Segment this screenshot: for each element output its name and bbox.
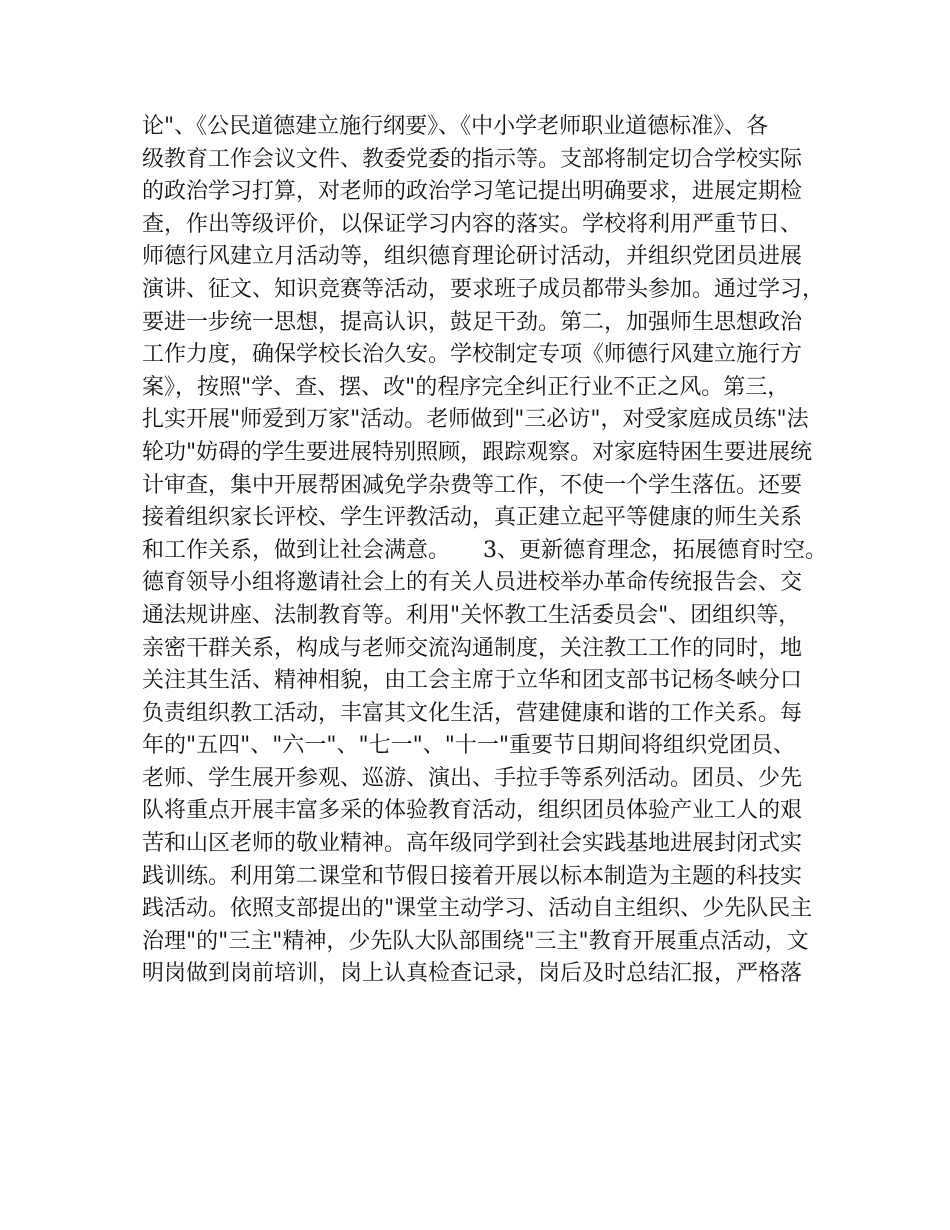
text-line: 苦和山区老师的敬业精神。高年级同学到社会实践基地进展封闭式实 xyxy=(142,831,803,857)
text-line: 老师、学生展开参观、巡游、演出、手拉手等系列活动。团员、少先 xyxy=(142,765,803,791)
text-line: 队将重点开展丰富多采的体验教育活动，组织团员体验产业工人的艰 xyxy=(142,798,803,824)
text-line: 师德行风建立月活动等，组织德育理论研讨活动，并组织党团员进展 xyxy=(142,244,803,270)
text-line: 践训练。利用第二课堂和节假日接着开展以标本制造为主题的科技实 xyxy=(142,863,803,889)
text-line: 德育领导小组将邀请社会上的有关人员进校举办革命传统报告会、交 xyxy=(142,570,803,596)
text-line: 案》，按照"学、查、摆、改"的程序完全纠正行业不正之风。第三， xyxy=(142,374,790,400)
text-line: 轮功"妨碍的学生要进展特别照顾，跟踪观察。对家庭特困生要进展统 xyxy=(142,439,813,465)
text-line: 计审查，集中开展帮困减免学杂费等工作，不使一个学生落伍。还要 xyxy=(142,472,803,498)
text-line: 论"、《公民道德建立施行纲要》、《中小学老师职业道德标准》、各 xyxy=(142,114,769,139)
text-line: 演讲、征文、知识竞赛等活动，要求班子成员都带头参加。通过学习， xyxy=(142,276,825,302)
text-line: 接着组织家长评校、学生评教活动，真正建立起平等健康的师生关系 xyxy=(142,505,803,531)
text-line: 查，作出等级评价，以保证学习内容的落实。学校将利用严重节日、 xyxy=(142,211,803,237)
text-line: 负责组织教工活动，丰富其文化生活，营建健康和谐的工作关系。每 xyxy=(142,700,803,726)
text-line: 关注其生活、精神相貌，由工会主席于立华和团支部书记杨冬峡分口 xyxy=(142,668,803,694)
text-line: 和工作关系，做到让社会满意。 3、更新德育理念，拓展德育时空。 xyxy=(142,537,827,563)
text-line: 明岗做到岗前培训，岗上认真检查记录，岗后及时总结汇报，严格落 xyxy=(142,961,803,987)
text-line: 工作力度，确保学校长治久安。学校制定专项《师德行风建立施行方 xyxy=(142,342,803,368)
text-line: 亲密干群关系，构成与老师交流沟通制度，关注教工工作的同时，地 xyxy=(142,635,803,661)
text-line: 的政治学习打算，对老师的政治学习笔记提出明确要求，进展定期检 xyxy=(142,179,803,205)
text-line: 要进一步统一思想，提高认识，鼓足干劲。第二，加强师生思想政治 xyxy=(142,309,803,335)
text-line: 年的"五四"、"六一"、"七一"、"十一"重要节日期间将组织党团员、 xyxy=(142,733,795,759)
text-line: 践活动。依照支部提出的"课堂主动学习、活动自主组织、少先队民主 xyxy=(142,896,813,922)
text-line: 扎实开展"师爱到万家"活动。老师做到"三必访"，对受家庭成员练"法 xyxy=(142,407,809,433)
text-line: 治理"的"三主"精神，少先队大队部围绕"三主"教育开展重点活动，文 xyxy=(142,928,809,954)
body-text xyxy=(142,111,832,991)
text-line: 级教育工作会议文件、教委党委的指示等。支部将制定切合学校实际 xyxy=(142,146,803,172)
text-line: 通法规讲座、法制教育等。利用"关怀教工生活委员会"、团组织等， xyxy=(142,602,801,628)
